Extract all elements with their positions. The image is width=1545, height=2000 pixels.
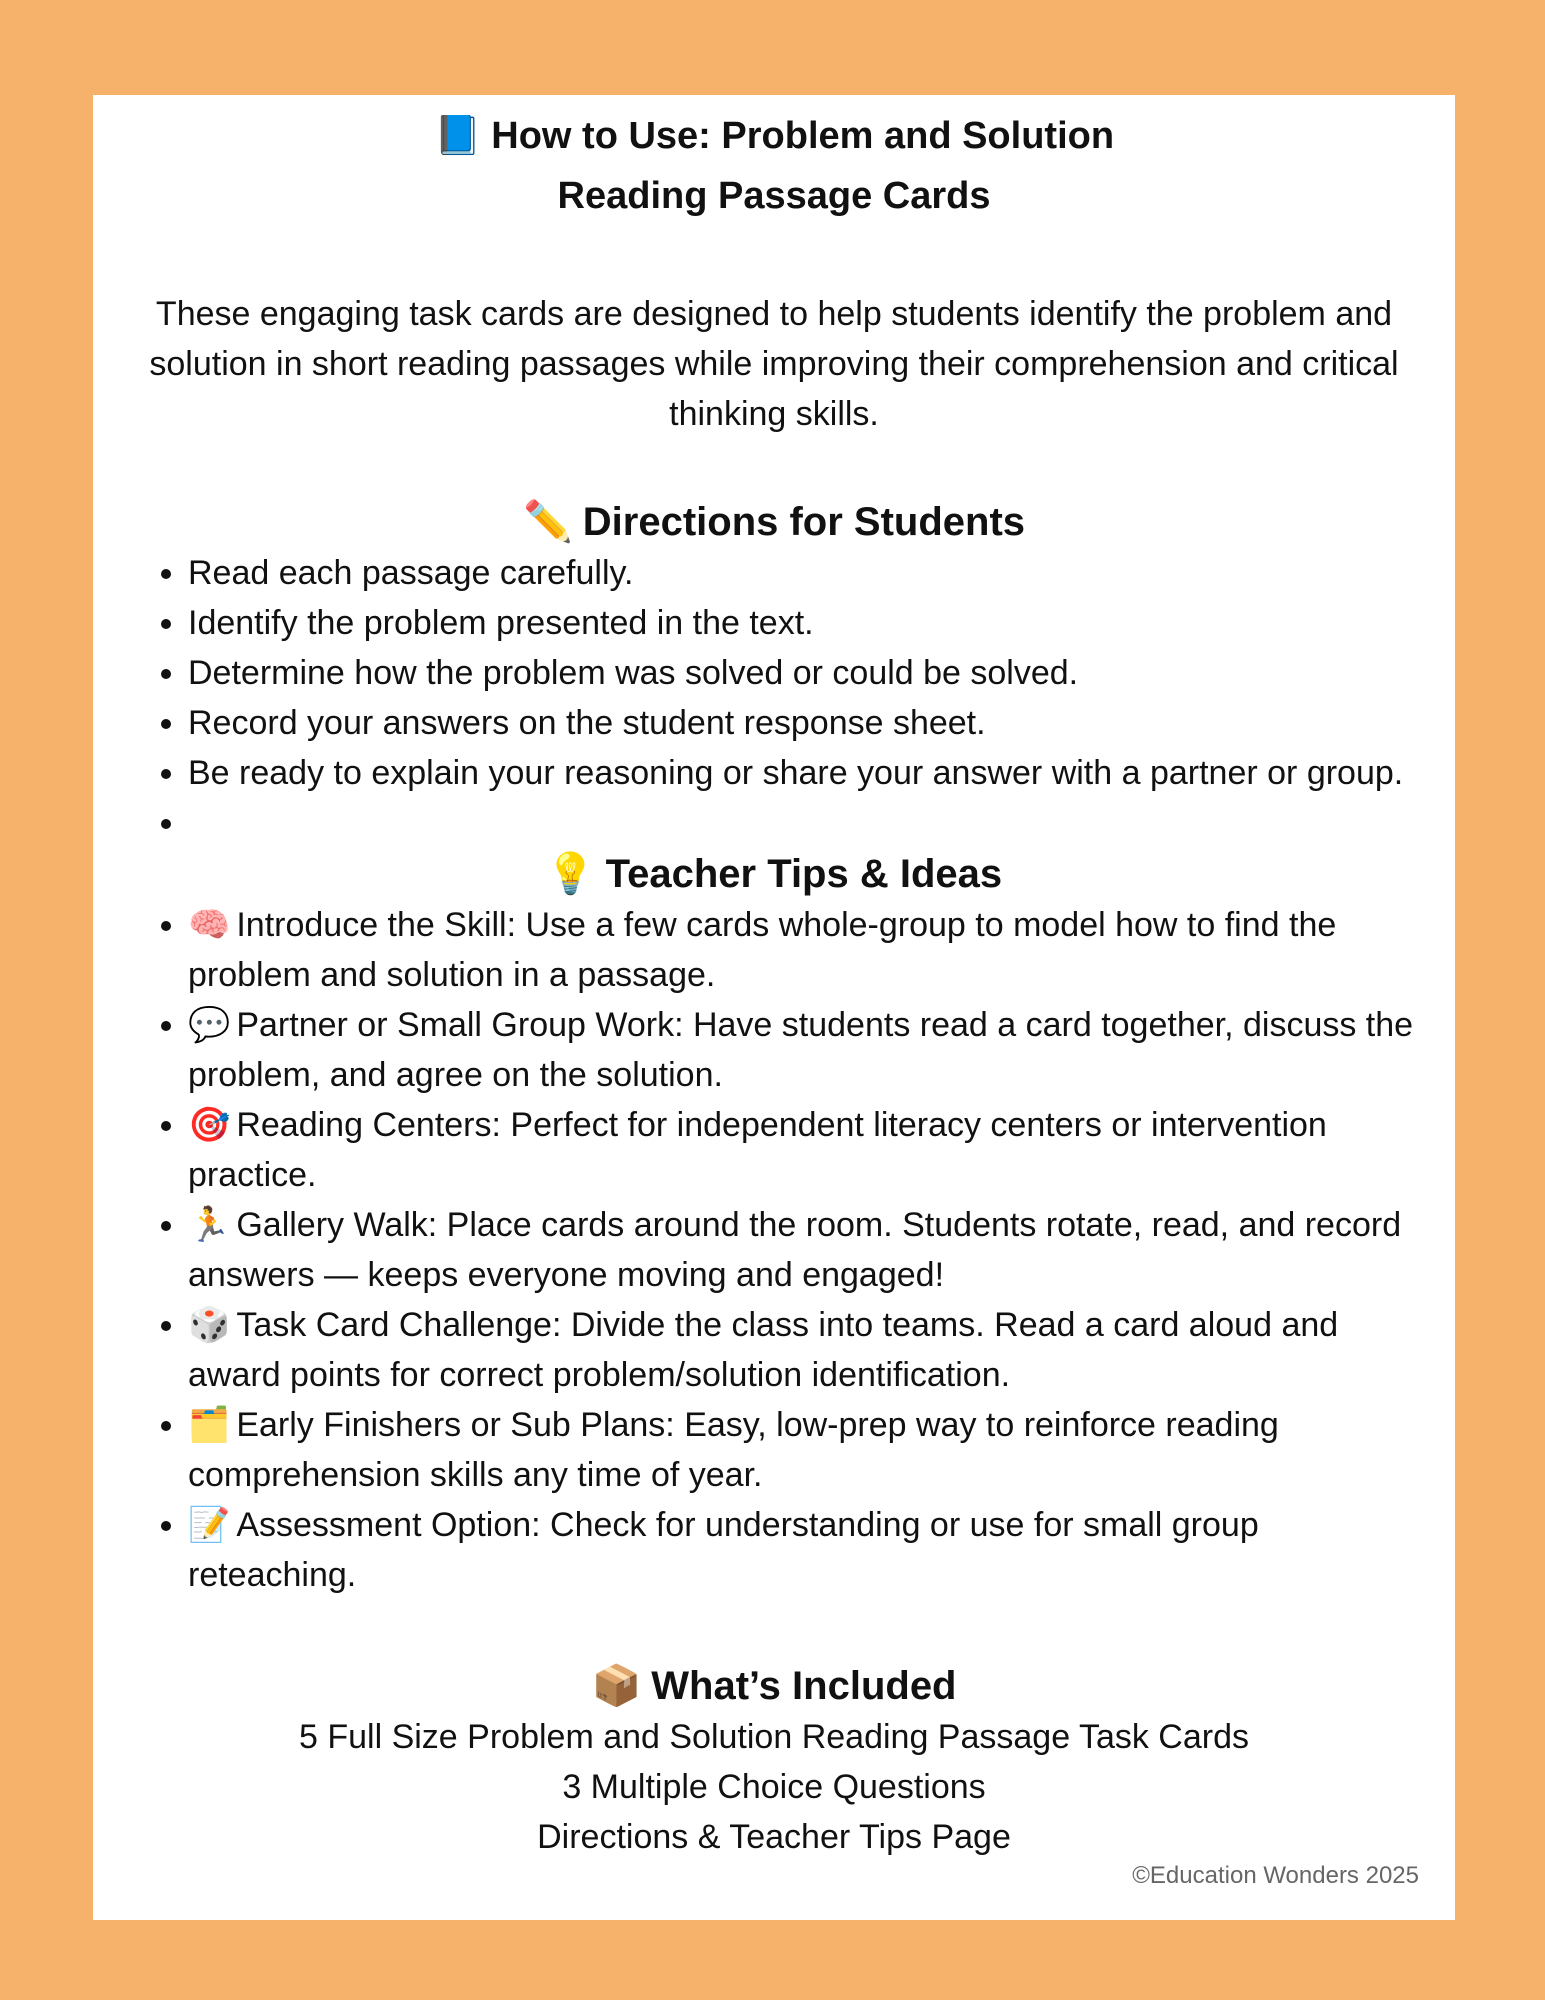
blue-book-icon: 📘 — [433, 113, 482, 157]
list-item — [188, 900, 1425, 1000]
empty-list-item — [188, 798, 1425, 848]
tip-text: Reading Centers: Perfect for independent literacy centers or intervention practice. — [188, 1106, 1327, 1194]
directions-heading-text: Directions for Students — [582, 500, 1026, 544]
list-item: • Determine how the problem was solved or could be solved. — [188, 648, 1425, 698]
list-item — [188, 1100, 1425, 1200]
target-icon: 🎯 — [188, 1105, 231, 1145]
speech-bubble-icon: 💬 — [188, 1005, 231, 1045]
list-item: • Be ready to explain your reasoning or share your answer with a partner or group. — [188, 748, 1425, 798]
list-item — [188, 1400, 1425, 1500]
list-item: 3 Multiple Choice Questions — [562, 1768, 986, 1806]
list-item: • Identify the problem presented in the text. — [188, 598, 1425, 648]
copyright-footer: ©Education Wonders 2025 — [1132, 1862, 1419, 1889]
list-item — [188, 1500, 1425, 1600]
included-list — [93, 1712, 1455, 1862]
pencil-icon: ✏️ — [522, 499, 573, 545]
lightbulb-icon: 💡 — [545, 851, 596, 897]
title-line-1: How to Use: Problem and Solution — [491, 115, 1115, 157]
folder-icon: 🗂️ — [188, 1405, 231, 1445]
included-heading-text: What’s Included — [651, 1664, 957, 1708]
running-person-icon: 🏃 — [188, 1205, 231, 1245]
tip-text: Early Finishers or Sub Plans: Easy, low-prep way to reinforce reading comprehension skills any time of year. — [188, 1406, 1279, 1494]
list-item — [188, 1300, 1425, 1400]
brain-icon: 🧠 — [188, 905, 231, 945]
tip-text: Partner or Small Group Work: Have students read a card together, discuss the problem, and agree on the solution. — [188, 1006, 1414, 1094]
tip-text: Task Card Challenge: Divide the class into teams. Read a card aloud and award points for correct problem/solution identification. — [188, 1306, 1339, 1394]
tips-list — [93, 900, 1455, 1600]
tips-heading-text: Teacher Tips & Ideas — [605, 852, 1003, 896]
die-icon: 🎲 — [188, 1305, 231, 1345]
memo-icon: 📝 — [188, 1505, 231, 1545]
tip-text: Introduce the Skill: Use a few cards whole-group to model how to find the problem and solution in a passage. — [188, 906, 1337, 994]
list-item: 5 Full Size Problem and Solution Reading Passage Task Cards — [298, 1718, 1249, 1756]
page-title — [93, 105, 1455, 226]
tips-heading — [93, 848, 1455, 900]
tip-text: Assessment Option: Check for understanding or use for small group reteaching. — [188, 1506, 1259, 1594]
tip-text: Gallery Walk: Place cards around the room. Students rotate, read, and record answers — keeps everyone moving and engaged! — [188, 1206, 1402, 1294]
directions-list — [93, 548, 1455, 848]
package-icon: 📦 — [591, 1663, 642, 1709]
intro-paragraph: These engaging task cards are designed to help students identify the problem and solution in short reading passages while improving their comprehension and critical thinking skills. — [149, 295, 1399, 433]
page-card — [93, 95, 1455, 1920]
list-item: Directions & Teacher Tips Page — [537, 1818, 1011, 1856]
included-heading — [93, 1660, 1455, 1712]
list-item: • Read each passage carefully. — [188, 548, 1425, 598]
list-item: • Record your answers on the student response sheet. — [188, 698, 1425, 748]
title-line-2: Reading Passage Cards — [557, 175, 991, 217]
directions-heading — [93, 496, 1455, 548]
list-item — [188, 1000, 1425, 1100]
list-item — [188, 1200, 1425, 1300]
